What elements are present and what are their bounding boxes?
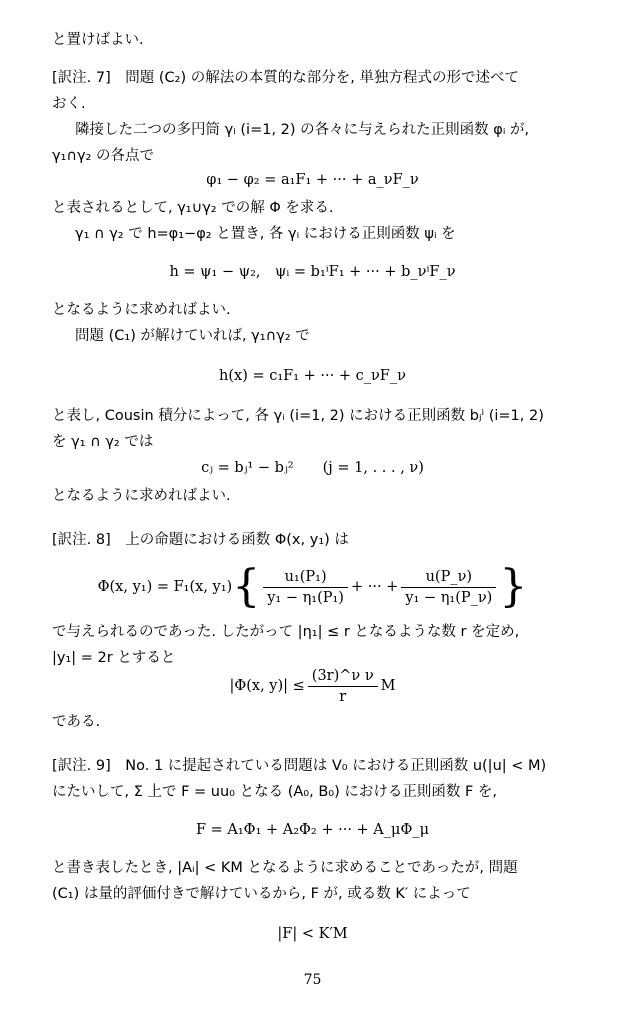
- text-line: 隣接した二つの多円筒 γᵢ (i=1, 2) の各々に与えられた正則函数 φᵢ が,: [75, 122, 530, 138]
- fraction: [401, 567, 496, 608]
- denominator: y₁ − η₁(P_ν): [405, 589, 493, 606]
- note-9-heading-line: [訳注. 9] No. 1 に提起されている問題は V₀ における正則函数 u(|u| < M): [52, 758, 547, 774]
- equation-bound: [0, 664, 625, 708]
- right-brace: }: [499, 561, 528, 612]
- denominator: r: [339, 688, 347, 705]
- text-line: γ₁∩γ₂ の各点で: [52, 148, 155, 164]
- text-line: で与えられるのであった. したがって |η₁| ≤ r となるような数 r を定め,: [52, 624, 520, 640]
- equation: F = A₁Φ₁ + A₂Φ₂ + ··· + A_μΦ_μ: [195, 822, 430, 838]
- page-number: 75: [303, 972, 322, 988]
- text-line: おく.: [52, 96, 86, 112]
- denominator: y₁ − η₁(P₁): [267, 589, 344, 606]
- left-brace: {: [232, 561, 261, 612]
- text-line: にたいして, Σ 上で F = uu₀ となる (A₀, B₀) における正則函数 F を,: [52, 784, 498, 800]
- text-line: となるように求めればよい.: [52, 488, 231, 504]
- fraction: [308, 666, 378, 707]
- text-line: と置けばよい.: [52, 32, 144, 48]
- numerator: (3r)^ν ν: [308, 666, 378, 687]
- text-line: と書き表したとき, |Aᵢ| < KM となるように求めることであったが, 問題: [52, 860, 518, 876]
- text-line: (C₁) は量的評価付きで解けているから, F が, 或る数 K′ によって: [52, 886, 471, 902]
- fraction: [263, 567, 348, 608]
- equation: |F| < K′M: [277, 926, 348, 942]
- text-line: である.: [52, 714, 101, 730]
- eq-rhs: M: [380, 678, 396, 694]
- note-8-heading-line: [訳注. 8] 上の命題における函数 Φ(x, y₁) は: [52, 532, 349, 548]
- text-line: γ₁ ∩ γ₂ で h=φ₁−φ₂ と置き, 各 γᵢ における正則函数 ψᵢ を: [75, 226, 456, 242]
- text-line: と表し, Cousin 積分によって, 各 γᵢ (i=1, 2) における正則函数 bⱼⁱ (i=1, 2): [52, 408, 544, 424]
- eq-mid: + ··· +: [350, 579, 399, 595]
- eq-lhs: Φ(x, y₁) = F₁(x, y₁): [97, 579, 233, 595]
- text-line: |y₁| = 2r とすると: [52, 650, 176, 666]
- text-line: を γ₁ ∩ γ₂ では: [52, 434, 154, 450]
- equation: h(x) = c₁F₁ + ··· + c_νF_ν: [219, 368, 406, 384]
- equation: cⱼ = bⱼ¹ − bⱼ² (j = 1, . . . , ν): [201, 460, 424, 476]
- text-line: となるように求めればよい.: [52, 302, 231, 318]
- note-7-heading-line: [訳注. 7] 問題 (C₂) の解法の本質的な部分を, 単独方程式の形で述べて: [52, 70, 519, 86]
- eq-lhs: |Φ(x, y)| ≤: [229, 678, 305, 694]
- text-line: と表されるとして, γ₁∪γ₂ での解 Φ を求る.: [52, 200, 334, 216]
- equation: h = ψ₁ − ψ₂, ψᵢ = b₁ⁱF₁ + ··· + b_νⁱF_ν: [169, 264, 456, 280]
- equation: φ₁ − φ₂ = a₁F₁ + ··· + a_νF_ν: [206, 172, 419, 188]
- text-line: 問題 (C₁) が解けていれば, γ₁∩γ₂ で: [75, 328, 310, 344]
- numerator: u(P_ν): [401, 567, 496, 588]
- numerator: u₁(P₁): [263, 567, 348, 588]
- equation-phi: [0, 562, 625, 612]
